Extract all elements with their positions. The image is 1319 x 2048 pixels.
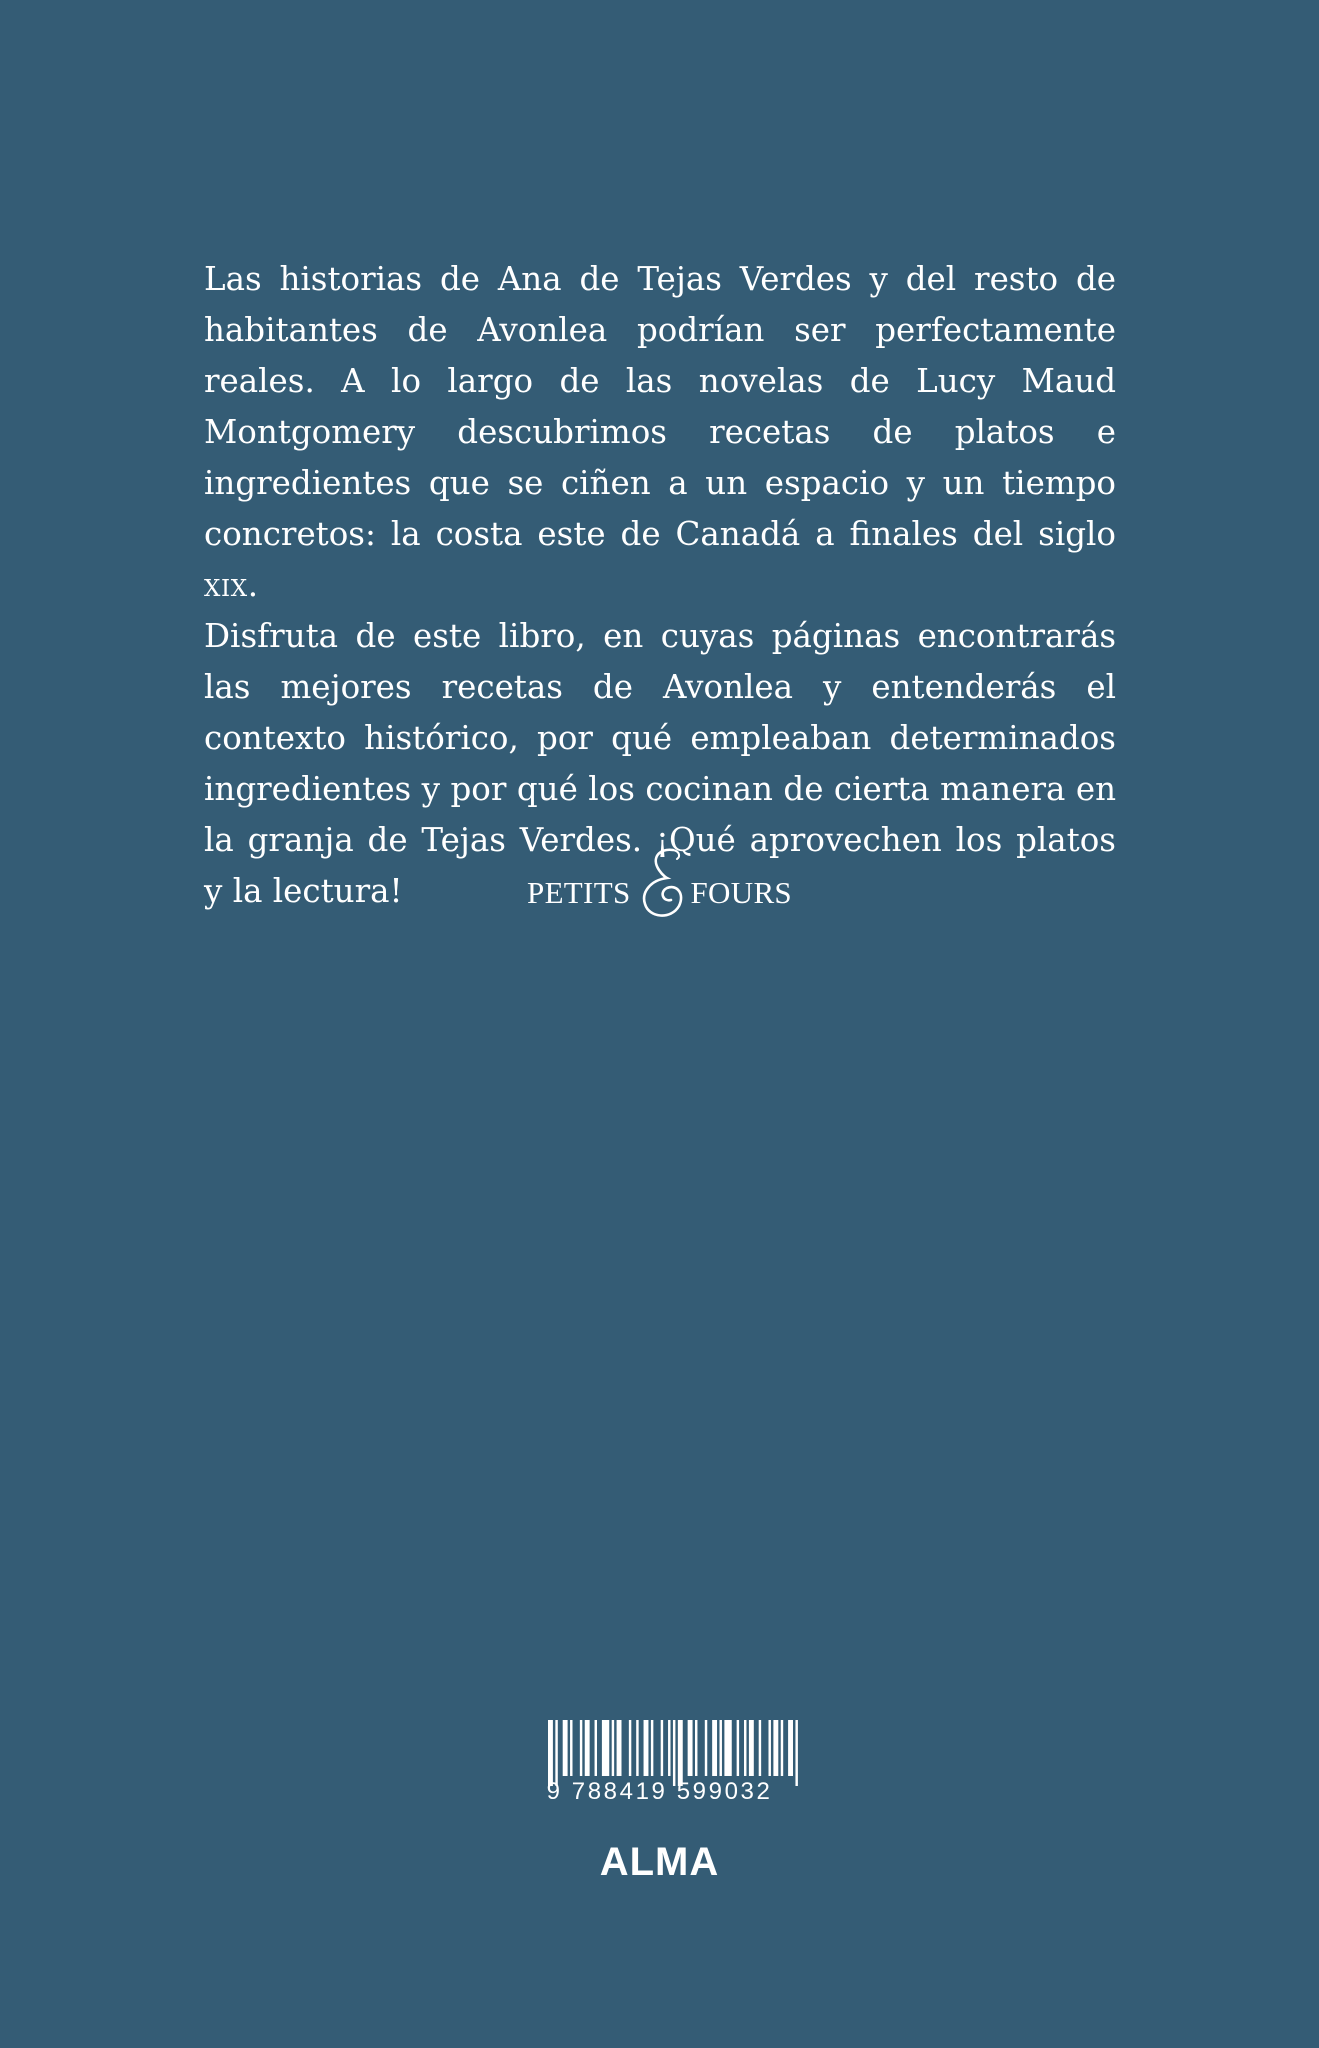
barcode-bar (788, 1720, 793, 1776)
barcode-bar (695, 1720, 697, 1776)
barcode-bar (768, 1720, 770, 1776)
barcode-bar (611, 1720, 613, 1776)
barcode-bar (780, 1720, 782, 1776)
publisher-logo: ALMA (599, 1840, 720, 1884)
roman-numeral-century: xix (204, 566, 248, 604)
barcode-bar (719, 1720, 721, 1776)
barcode-bar (773, 1720, 778, 1776)
barcode-bar (636, 1720, 638, 1776)
barcode-bar (570, 1720, 572, 1776)
barcode-bar (548, 1720, 553, 1786)
barcode-bar (687, 1720, 692, 1776)
barcode-bar (758, 1720, 760, 1776)
blurb-paragraph-1-text: Las historias de Ana de Tejas Verdes y del resto de habitantes de Avonlea podrían ser perfectamente reales. A lo largo de las novelas de Lucy Maud Montgomery descubrimos recetas de platos e ingredientes que se ciñen a un espacio y un tiempo concretos: la costa este de Canadá a finales del siglo (204, 260, 1116, 553)
isbn-digits: 9 788419 599032 (546, 1778, 773, 1805)
imprint-logo-right-word: FOURS (690, 874, 792, 910)
barcode-bar (616, 1720, 621, 1776)
barcode-bar (650, 1720, 652, 1776)
barcode-bar (795, 1720, 797, 1786)
barcode-bar (744, 1720, 746, 1776)
barcode-bar (736, 1720, 738, 1776)
blurb-paragraph-2: Disfruta de este libro, en cuyas páginas encontrarás las mejores recetas de Avonlea y entenderás el contexto histórico, por qué empleaban determinados ingredientes y por qué los cocinan de cierta manera en la granja de Tejas Verdes. ¡Qué aprovechen los platos y la lectura! (204, 617, 1116, 910)
barcode-bar (579, 1720, 581, 1776)
barcode-bar (594, 1720, 596, 1776)
imprint-logo (0, 844, 1319, 924)
blurb-paragraph-1-end: . (247, 566, 259, 604)
ampersand-icon (633, 844, 689, 924)
barcode-bar (628, 1720, 630, 1776)
isbn-barcode-area (0, 1720, 1319, 1812)
isbn-barcode (510, 1720, 810, 1812)
barcode-bar (712, 1720, 717, 1776)
barcode-bar (660, 1720, 662, 1776)
barcode-bar (555, 1720, 557, 1786)
barcode-bar (724, 1720, 731, 1776)
barcode-bar (677, 1720, 682, 1786)
barcode-bar (668, 1720, 670, 1776)
barcode-bar (601, 1720, 608, 1776)
imprint-logo-left-word: PETITS (527, 874, 631, 910)
barcode-bar (672, 1720, 674, 1786)
blurb-paragraph-1 (204, 254, 1116, 611)
barcode-bar (643, 1720, 648, 1776)
barcode-bar (562, 1720, 567, 1776)
back-cover-blurb (204, 254, 1116, 917)
barcode-bar (704, 1720, 706, 1776)
barcode-bar (584, 1720, 589, 1776)
barcode-bar (748, 1720, 753, 1776)
